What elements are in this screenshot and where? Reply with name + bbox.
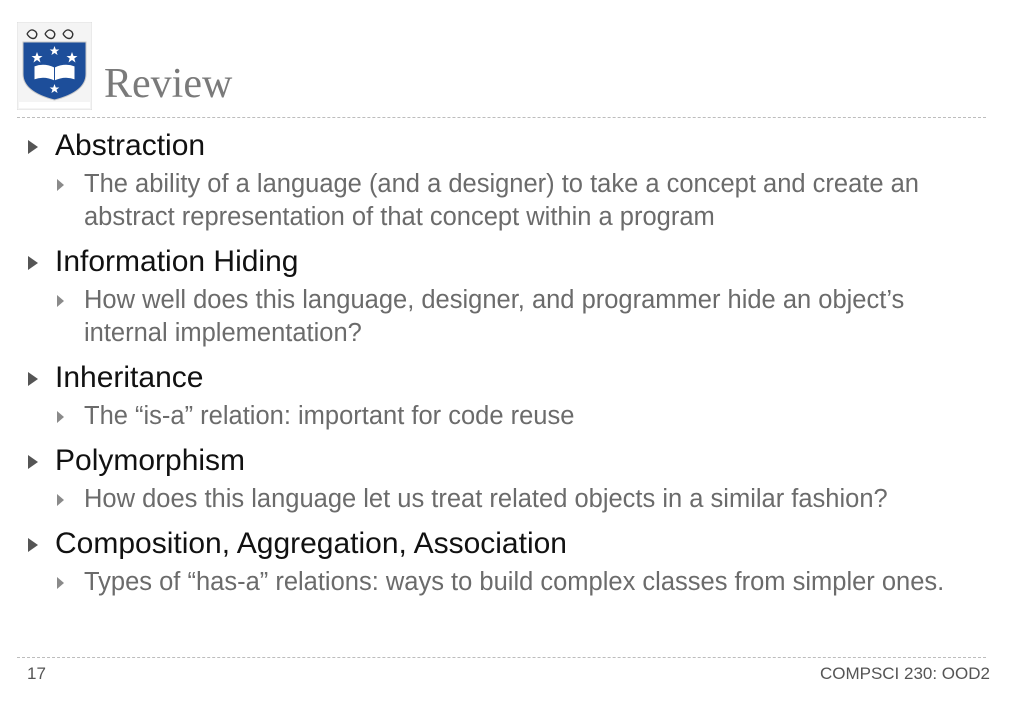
list-item-polymorphism [0, 443, 1024, 516]
heading-text: Abstraction [55, 129, 206, 162]
heading-text: Inheritance [55, 361, 204, 394]
detail-text: Types of “has-a” relations: ways to build complex classes from simpler ones. [84, 568, 945, 596]
triangle-bullet-icon [28, 256, 38, 270]
bullet-detail [0, 483, 1024, 516]
list-item-composition [0, 526, 1024, 599]
course-label: COMPSCI 230: OOD2 [819, 664, 990, 683]
bullet-heading [0, 526, 1024, 562]
slide-title: Review [104, 61, 233, 107]
bullet-detail [0, 566, 1024, 599]
small-triangle-bullet-icon [57, 494, 64, 506]
bullet-heading [0, 244, 1024, 280]
footer-divider [17, 657, 986, 658]
triangle-bullet-icon [28, 140, 38, 154]
triangle-bullet-icon [28, 538, 38, 552]
list-item-information-hiding [0, 244, 1024, 350]
small-triangle-bullet-icon [57, 577, 64, 589]
bullet-detail [0, 400, 1024, 433]
bullet-heading [0, 128, 1024, 164]
small-triangle-bullet-icon [57, 411, 64, 423]
detail-text: How does this language let us treat related objects in a similar fashion? [84, 485, 888, 513]
header-divider [17, 117, 986, 118]
detail-text: The “is-a” relation: important for code reuse [84, 402, 575, 430]
bullet-heading [0, 360, 1024, 396]
slide-number: 17 [27, 664, 46, 683]
list-item-inheritance [0, 360, 1024, 433]
detail-text: The ability of a language (and a designer) to take a concept and create an abstract representation of that concept within a program [84, 170, 919, 231]
heading-text: Polymorphism [55, 444, 246, 477]
list-item-abstraction [0, 128, 1024, 234]
small-triangle-bullet-icon [57, 179, 64, 191]
heading-text: Information Hiding [55, 245, 299, 278]
bullet-heading [0, 443, 1024, 479]
triangle-bullet-icon [28, 455, 38, 469]
bullet-list [0, 128, 1024, 599]
triangle-bullet-icon [28, 372, 38, 386]
bullet-detail [0, 168, 1024, 234]
university-crest-logo [17, 22, 92, 110]
small-triangle-bullet-icon [57, 295, 64, 307]
detail-text: How well does this language, designer, and programmer hide an object’s internal implementation? [84, 286, 905, 347]
heading-text: Composition, Aggregation, Association [55, 527, 567, 560]
bullet-detail [0, 284, 1024, 350]
